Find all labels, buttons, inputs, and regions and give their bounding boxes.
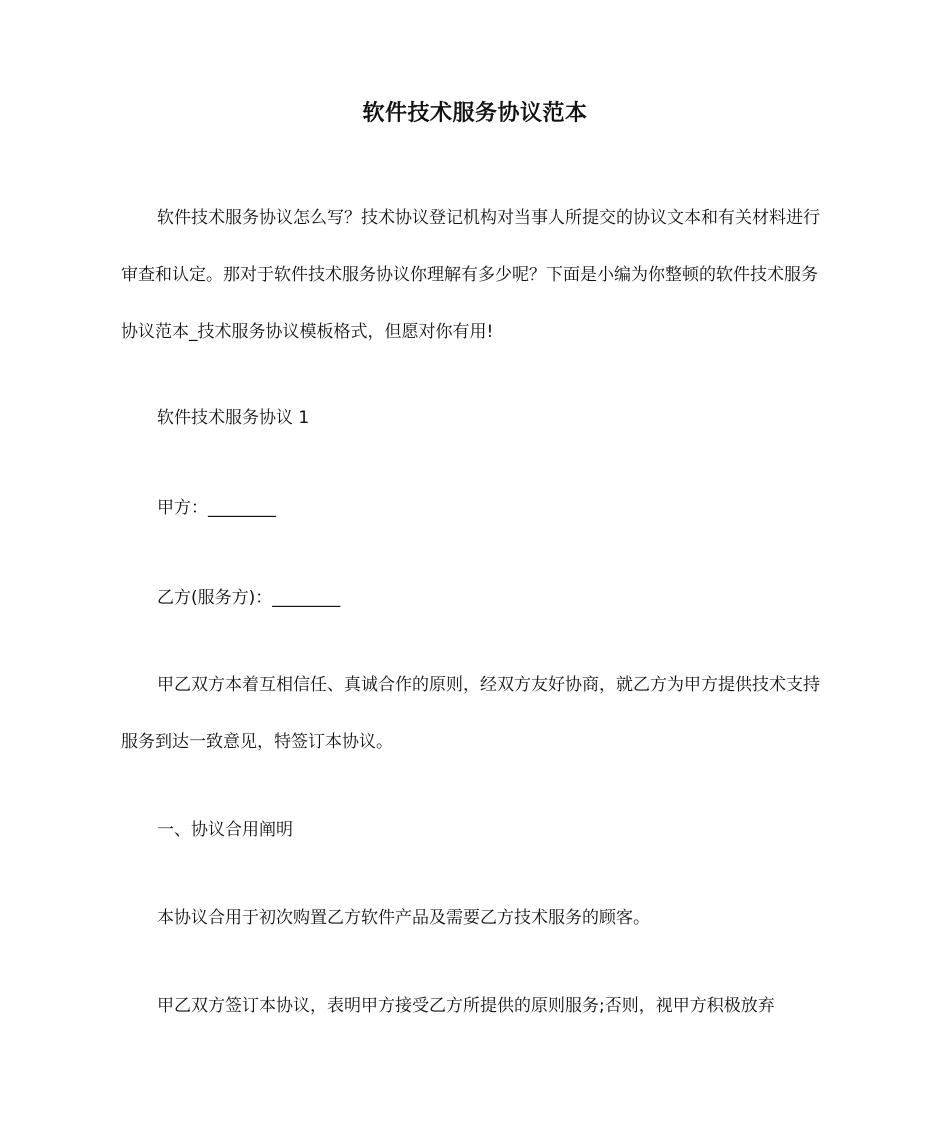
preamble-paragraph: 甲乙双方本着互相信任、真诚合作的原则，经双方友好协商，就乙方为甲方提供技术支持服务到达一致意见，特签订本协议。	[121, 675, 820, 752]
party-b-line: 乙方(服务方)：________	[157, 588, 341, 608]
party-a-line: 甲方：________	[157, 498, 276, 518]
agreement-heading: 软件技术服务协议 1	[157, 408, 310, 428]
section-1-heading: 一、协议合用阐明	[157, 820, 293, 840]
section-1-paragraph-2: 甲乙双方签订本协议，表明甲方接受乙方所提供的原则服务;否则，视甲方积极放弃	[157, 996, 775, 1016]
intro-paragraph: 软件技术服务协议怎么写？技术协议登记机构对当事人所提交的协议文本和有关材料进行审查和认定。那对于软件技术服务协议你理解有多少呢？下面是小编为你整顿的软件技术服务协议范本_技术服务协议模板格式，但愿对你有用!	[121, 208, 820, 342]
document-title: 软件技术服务协议范本	[362, 101, 588, 126]
section-1-paragraph-1: 本协议合用于初次购置乙方软件产品及需要乙方技术服务的顾客。	[157, 908, 650, 928]
